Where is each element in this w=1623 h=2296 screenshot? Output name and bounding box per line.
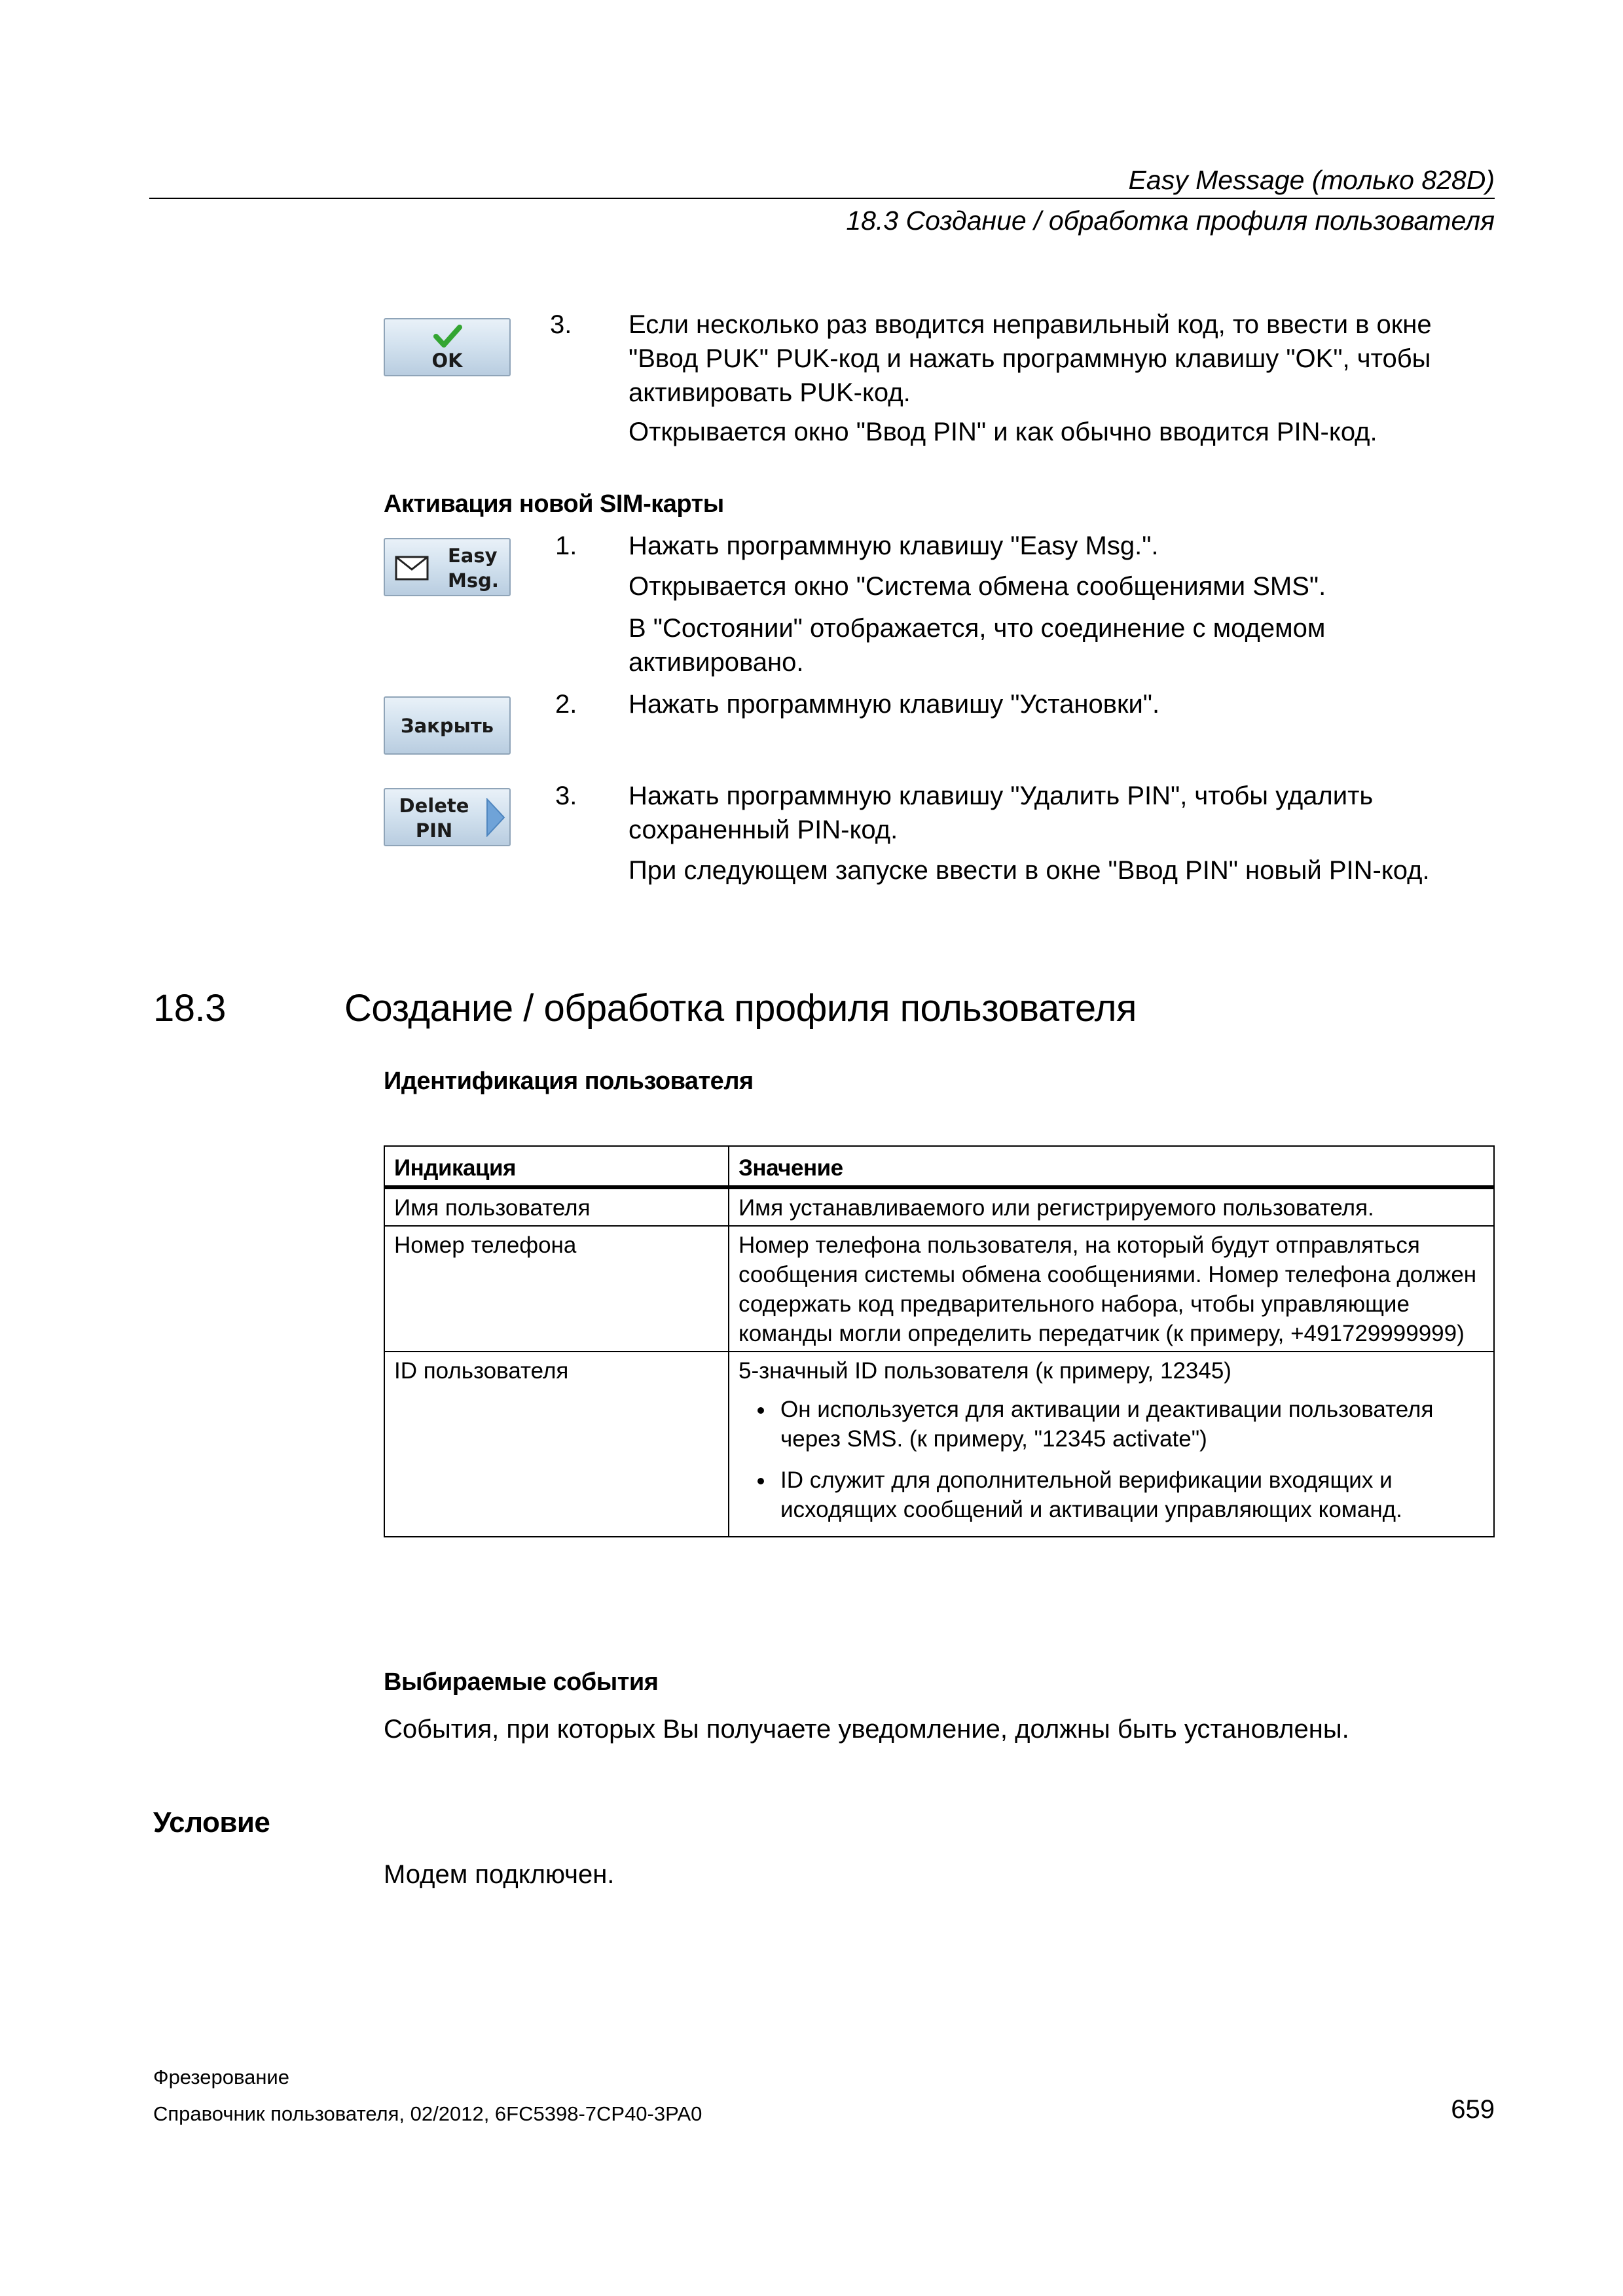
close-softkey[interactable] xyxy=(384,696,511,755)
step-text: Нажать программную клавишу "Easy Msg.". xyxy=(629,531,1159,560)
cell-value-text: 5-значный ID пользователя (к примеру, 12345) xyxy=(739,1358,1231,1384)
table-header-row xyxy=(384,1146,1494,1187)
header-rule xyxy=(149,198,1495,199)
list-item: • Он используется для активации и деактивации пользователя через SMS. (к примеру, "12345 activate") xyxy=(775,1395,1484,1454)
delete-pin-softkey[interactable] xyxy=(384,788,511,846)
cell-value: Имя устанавливаемого или регистрируемого пользователя. xyxy=(729,1187,1494,1226)
table-row xyxy=(384,1226,1494,1352)
cell-value xyxy=(729,1352,1494,1537)
step-text: Нажать программную клавишу "Удалить PIN", чтобы удалить сохраненный PIN-код. xyxy=(629,781,1374,844)
list-item: • ID служит для дополнительной верификации входящих и исходящих сообщений и активации управляющих команд. xyxy=(775,1465,1484,1524)
events-text: События, при которых Вы получаете уведомление, должны быть установлены. xyxy=(384,1715,1349,1744)
delete-pin-softkey-line1: Delete xyxy=(399,795,469,817)
step-number: 2. xyxy=(555,690,577,719)
identification-table xyxy=(384,1145,1495,1537)
easy-msg-softkey[interactable] xyxy=(384,538,511,596)
step-number: 3. xyxy=(555,781,577,810)
easy-msg-softkey-line1: Easy xyxy=(448,545,498,567)
cell-indication: Имя пользователя xyxy=(384,1187,729,1226)
bullet-list xyxy=(739,1395,1484,1524)
step-text: Если несколько раз вводится неправильный код, то ввести в окне "Ввод PUK" PUK-код и нажать программную клавишу "OK", чтобы активировать PUK-код. xyxy=(629,310,1432,407)
step-result: Открывается окно "Система обмена сообщениями SMS". xyxy=(629,572,1326,601)
step-result: В "Состоянии" отображается, что соединение с модемом активировано. xyxy=(629,614,1326,677)
sim-activation-heading: Активация новой SIM-карты xyxy=(384,490,724,518)
easy-msg-softkey-line2: Msg. xyxy=(448,569,499,592)
envelope-icon xyxy=(394,555,429,581)
column-header-indication: Индикация xyxy=(384,1146,729,1187)
identification-heading: Идентификация пользователя xyxy=(384,1067,754,1095)
close-softkey-label: Закрыть xyxy=(401,715,494,737)
step-number: 3. xyxy=(550,310,572,339)
ok-softkey-label: OK xyxy=(431,350,463,372)
running-header-chapter: Easy Message (только 828D) xyxy=(1128,165,1495,195)
cell-indication: Номер телефона xyxy=(384,1226,729,1352)
table-row xyxy=(384,1187,1494,1226)
column-header-value: Значение xyxy=(729,1146,1494,1187)
events-heading: Выбираемые события xyxy=(384,1668,659,1696)
page-number: 659 xyxy=(1451,2095,1495,2124)
step-text: Нажать программную клавишу "Установки". xyxy=(629,690,1160,719)
ok-softkey[interactable] xyxy=(384,318,511,376)
footer-product: Фрезерование xyxy=(153,2066,289,2089)
cell-indication: ID пользователя xyxy=(384,1352,729,1537)
table-row xyxy=(384,1352,1494,1537)
cell-value: Номер телефона пользователя, на который будут отправляться сообщения системы обмена сообщениями. Номер телефона должен содержать код предварительного набора, чтобы управляющие команды могли определить передатчик (к примеру, +491729999999) xyxy=(729,1226,1494,1352)
running-header-section: 18.3 Создание / обработка профиля пользователя xyxy=(846,206,1495,236)
section-number: 18.3 xyxy=(153,987,226,1030)
arrow-right-icon xyxy=(484,798,507,837)
condition-text: Модем подключен. xyxy=(384,1860,615,1889)
delete-pin-softkey-line2: PIN xyxy=(415,819,453,842)
step-result: Открывается окно "Ввод PIN" и как обычно вводится PIN-код. xyxy=(629,418,1377,446)
step-result: При следующем запуске ввести в окне "Ввод PIN" новый PIN-код. xyxy=(629,856,1430,885)
checkmark-icon xyxy=(433,323,462,350)
condition-heading: Условие xyxy=(153,1806,270,1839)
step-number: 1. xyxy=(555,531,577,560)
footer-manual: Справочник пользователя, 02/2012, 6FC5398-7CP40-3PA0 xyxy=(153,2102,702,2125)
section-title: Создание / обработка профиля пользователя xyxy=(344,987,1137,1030)
